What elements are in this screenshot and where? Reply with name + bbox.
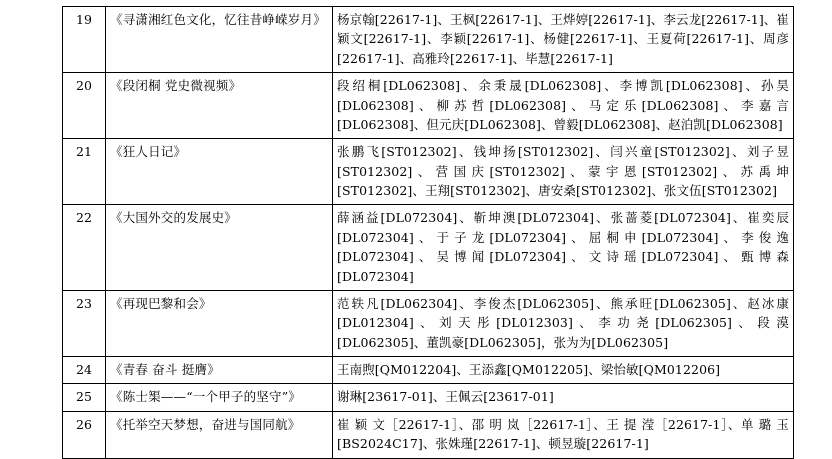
row-authors: 崔 颖 文［22617-1］、邵 明 岚［22617-1］、王 提 滢［22617-1］、单 璐 玉[BS2024C17]、张姝瑾[22617-1]、顿昱璇[22617-1] <box>333 411 794 458</box>
table-row <box>63 73 794 139</box>
row-title: 《青春 奋斗 挺膺》 <box>106 357 333 384</box>
row-authors: 范轶凡[DL062304]、李俊杰[DL062305]、熊承旺[DL062305]、赵冰康[DL012304]、刘天彤[DL012303]、李功尧[DL062305]、段漠[DL062305]、董凯豪[DL062305]，张为为[DL062305] <box>333 290 794 356</box>
table-row <box>63 7 794 73</box>
table-row <box>63 290 794 356</box>
row-authors: 杨京翰[22617-1]、王枫[22617-1]、王烨婷[22617-1]、李云龙[22617-1]、崔颖文[22617-1]、李颖[22617-1]、杨健[22617-1]、王夏荷[22617-1]、周彦[22617-1]、高雅玲[22617-1]、毕慧[22617-1] <box>333 7 794 73</box>
row-number: 20 <box>63 73 106 139</box>
works-table <box>62 6 794 459</box>
row-authors: 薛涵益[DL072304]、靳坤澳[DL072304]、张蔷菱[DL072304]、崔奕辰[DL072304]、于子龙[DL072304]、屈桐申[DL072304]、李俊逸[DL072304]、吴博闻[DL072304]、文诗瑶[DL072304]、甄博森[DL072304] <box>333 205 794 291</box>
row-title: 《托举空天梦想，奋进与国同航》 <box>106 411 333 458</box>
row-title: 《段闭桐 党史微视频》 <box>106 73 333 139</box>
table-row <box>63 139 794 205</box>
row-authors: 王南煦[QM012204]、王添鑫[QM012205]、梁怡敏[QM012206] <box>333 357 794 384</box>
row-title: 《寻潇湘红色文化，忆往昔峥嵘岁月》 <box>106 7 333 73</box>
row-number: 19 <box>63 7 106 73</box>
row-number: 23 <box>63 290 106 356</box>
row-number: 24 <box>63 357 106 384</box>
row-number: 26 <box>63 411 106 458</box>
row-title: 《再现巴黎和会》 <box>106 290 333 356</box>
table-row <box>63 357 794 384</box>
row-number: 21 <box>63 139 106 205</box>
row-title: 《陈士榘——“一个甲子的坚守”》 <box>106 384 333 411</box>
table-body <box>63 7 794 459</box>
row-authors: 谢琳[23617-01]、王佩云[23617-01] <box>333 384 794 411</box>
table-row <box>63 205 794 291</box>
row-title: 《狂人日记》 <box>106 139 333 205</box>
row-number: 25 <box>63 384 106 411</box>
row-number: 22 <box>63 205 106 291</box>
table-row <box>63 384 794 411</box>
document-page <box>0 6 832 452</box>
row-authors: 段绍桐[DL062308]、余秉晟[DL062308]、李博凯[DL062308]、孙昊[DL062308]、柳苏哲[DL062308]、马定乐[DL062308]、李嘉言[DL062308]、但元庆[DL062308]、曾毅[DL062308]、赵泊凯[DL062308] <box>333 73 794 139</box>
row-authors: 张鹏飞[ST012302]、钱坤扬[ST012302]、闫兴童[ST012302]、刘子昱[ST012302]、营国庆[ST012302]、蒙宇恩[ST012302]、苏禹坤[ST012302]、王翔[ST012302]、唐安桑[ST012302]、张文伍[ST012302] <box>333 139 794 205</box>
row-title: 《大国外交的发展史》 <box>106 205 333 291</box>
